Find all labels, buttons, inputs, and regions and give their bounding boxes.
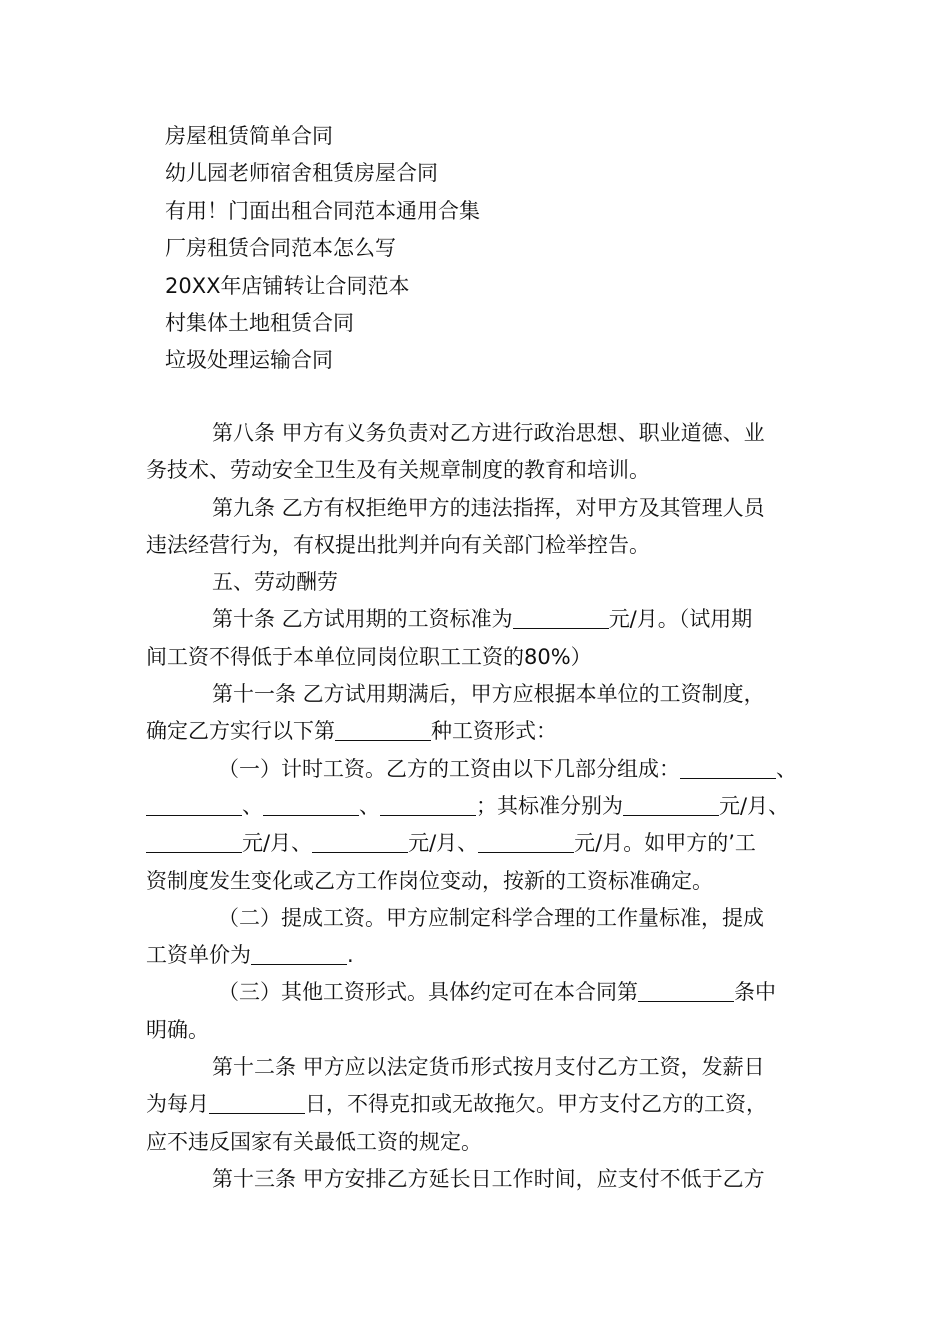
separator: 、 bbox=[457, 831, 479, 856]
section-5-heading: 五、劳动酬劳 bbox=[212, 570, 338, 595]
article-8-line-2: 务技术、劳动安全卫生及有关规章制度的教育和培训。 bbox=[146, 458, 650, 483]
separator: 、 bbox=[768, 793, 790, 818]
article-13 bbox=[146, 1161, 810, 1198]
blank-field[interactable] bbox=[312, 831, 408, 853]
blank-field[interactable] bbox=[146, 831, 242, 853]
unit-label: 元/月 bbox=[242, 831, 292, 856]
item-2-text: . bbox=[347, 943, 354, 968]
blank-field[interactable] bbox=[638, 980, 734, 1002]
related-link[interactable]: 村集体土地租赁合同 bbox=[165, 310, 354, 335]
related-link-item[interactable] bbox=[165, 193, 480, 230]
unit-label: 元/月 bbox=[719, 793, 769, 818]
item-1-time-wage bbox=[146, 751, 810, 900]
item-3-other-wage bbox=[146, 974, 810, 1049]
related-links-list bbox=[165, 118, 480, 380]
item-1-text: 元/月。如甲方的’工 bbox=[574, 831, 756, 856]
article-12-text: 日，不得克扣或无故拖欠。甲方支付乙方的工资， bbox=[305, 1092, 767, 1117]
item-1-text: （一）计时工资。乙方的工资由以下几部分组成： bbox=[218, 756, 680, 781]
blank-field[interactable] bbox=[251, 943, 347, 965]
related-link-item[interactable] bbox=[165, 118, 480, 155]
article-13-line-1: 第十三条 甲方安排乙方延长日工作时间，应支付不低于乙方 bbox=[212, 1166, 765, 1191]
article-9 bbox=[146, 490, 810, 565]
blank-field[interactable] bbox=[146, 794, 242, 816]
separator: ； bbox=[476, 793, 497, 818]
article-12-text: 为每月 bbox=[146, 1092, 209, 1117]
separator: 、 bbox=[291, 831, 313, 856]
related-link[interactable]: 幼儿园老师宿舍租赁房屋合同 bbox=[165, 161, 438, 186]
related-link-item[interactable] bbox=[165, 230, 480, 267]
separator: 、 bbox=[359, 793, 380, 818]
related-link[interactable]: 20XX年店铺转让合同范本 bbox=[165, 273, 410, 298]
related-link[interactable]: 房屋租赁简单合同 bbox=[165, 124, 333, 148]
article-12-line-1: 第十二条 甲方应以法定货币形式按月支付乙方工资，发薪日 bbox=[212, 1055, 765, 1080]
article-8 bbox=[146, 415, 810, 490]
article-9-line-2: 违法经营行为，有权提出批判并向有关部门检举控告。 bbox=[146, 532, 650, 557]
blank-field[interactable] bbox=[680, 757, 776, 779]
related-link-item[interactable] bbox=[165, 155, 480, 192]
blank-field[interactable] bbox=[623, 794, 719, 816]
item-1-line-4: 资制度发生变化或乙方工作岗位变动，按新的工资标准确定。 bbox=[146, 868, 713, 893]
article-11-line-1: 第十一条 乙方试用期满后，甲方应根据本单位的工资制度， bbox=[212, 682, 765, 707]
article-12 bbox=[146, 1049, 810, 1161]
item-1-text: 其标准分别为 bbox=[497, 793, 623, 818]
related-link[interactable]: 有用！门面出租合同范本通用合集 bbox=[165, 198, 480, 223]
blank-field[interactable] bbox=[263, 794, 359, 816]
related-link[interactable]: 厂房租赁合同范本怎么写 bbox=[165, 236, 396, 261]
blank-field[interactable] bbox=[335, 719, 431, 741]
item-2-line-1: （二）提成工资。甲方应制定科学合理的工作量标准，提成 bbox=[218, 905, 764, 930]
separator: 、 bbox=[776, 756, 797, 781]
article-10-text: 第十条 乙方试用期的工资标准为 bbox=[212, 607, 513, 632]
article-11-text: 确定乙方实行以下第 bbox=[146, 719, 335, 744]
item-3-line-2: 明确。 bbox=[146, 1017, 209, 1042]
article-8-line-1: 第八条 甲方有义务负责对乙方进行政治思想、职业道德、业 bbox=[212, 421, 765, 445]
article-9-line-1: 第九条 乙方有权拒绝甲方的违法指挥，对甲方及其管理人员 bbox=[212, 495, 765, 520]
article-12-line-3: 应不违反国家有关最低工资的规定。 bbox=[146, 1129, 482, 1154]
contract-body bbox=[146, 415, 810, 1198]
item-3-text: 条中 bbox=[734, 980, 776, 1005]
separator: 、 bbox=[242, 793, 263, 818]
article-11 bbox=[146, 676, 810, 751]
related-link-item[interactable] bbox=[165, 268, 480, 305]
article-10-text: 元/月。（试用期 bbox=[608, 607, 753, 632]
blank-field[interactable] bbox=[478, 831, 574, 853]
blank-field[interactable] bbox=[513, 607, 609, 629]
article-11-text: 种工资形式： bbox=[431, 719, 557, 744]
related-link-item[interactable] bbox=[165, 342, 480, 379]
related-link-item[interactable] bbox=[165, 305, 480, 342]
item-2-text: 工资单价为 bbox=[146, 943, 251, 968]
blank-field[interactable] bbox=[380, 794, 476, 816]
blank-field[interactable] bbox=[209, 1092, 305, 1114]
item-2-commission-wage bbox=[146, 900, 810, 975]
related-link[interactable]: 垃圾处理运输合同 bbox=[165, 348, 333, 373]
unit-label: 元/月 bbox=[408, 831, 458, 856]
article-10-line-2: 间工资不得低于本单位同岗位职工工资的80%） bbox=[146, 644, 592, 669]
article-10 bbox=[146, 601, 810, 676]
item-3-text: （三）其他工资形式。具体约定可在本合同第 bbox=[218, 980, 638, 1005]
